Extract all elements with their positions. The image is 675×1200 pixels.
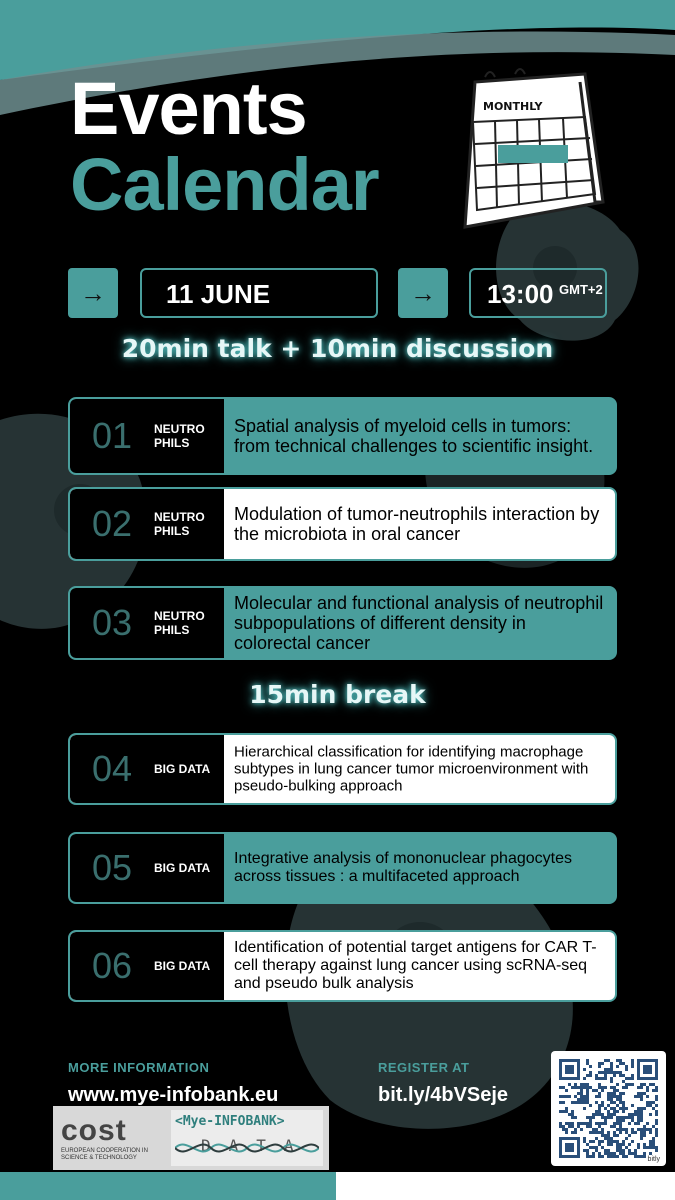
date-arrow — [68, 268, 118, 318]
time-box — [469, 268, 607, 318]
talk-title: Modulation of tumor-neutrophils interaction by the microbiota in oral cancer — [234, 504, 600, 544]
talk-card — [68, 930, 617, 1002]
talk-category: BIG DATA — [154, 762, 211, 776]
bottom-accent-bar — [0, 1172, 336, 1200]
talk-title: Molecular and functional analysis of neutrophil subpopulations of different density in colorectal cancer — [234, 593, 604, 653]
talk-number: 05 — [92, 847, 133, 888]
time-arrow — [398, 268, 448, 318]
talk-title: Hierarchical classification for identifying macrophage subtypes in lung cancer tumor microenvironment with pseudo-bulking approach — [234, 743, 589, 795]
register-label: REGISTER AT — [378, 1060, 470, 1075]
talk-title: Identification of potential target antigens for CAR T-cell therapy against lung cancer using scRNA-seq and pseudo bulk analysis — [234, 939, 597, 992]
talk-number: 03 — [92, 602, 133, 643]
more-info-label: MORE INFORMATION — [68, 1060, 210, 1075]
talk-card — [68, 733, 617, 805]
event-date: 11 JUNE — [166, 279, 271, 309]
talk-category: NEUTRO PHILS — [154, 609, 205, 637]
talk-card-left — [70, 489, 224, 559]
talk-category: BIG DATA — [154, 861, 211, 875]
break-note: 15min break — [249, 680, 426, 709]
mye-infobank-logo — [171, 1110, 323, 1166]
cost-logo-text: cost — [61, 1114, 127, 1147]
talk-category: NEUTRO PHILS — [154, 422, 205, 450]
talk-title: Spatial analysis of myeloid cells in tumors: from technical challenges to scientific insight. — [234, 416, 594, 456]
bottom-white-bar — [336, 1172, 675, 1200]
talk-card-left — [70, 399, 224, 473]
talk-number: 01 — [92, 415, 133, 456]
talk-title: Integrative analysis of mononuclear phagocytes across tissues : a multifaceted approach — [234, 850, 572, 885]
talk-category: NEUTRO PHILS — [154, 510, 205, 538]
cost-logo — [61, 1112, 161, 1164]
arrow-right-icon: → — [80, 277, 106, 308]
calendar-illustration — [445, 62, 610, 247]
format-note: 20min talk + 10min discussion — [121, 334, 554, 363]
title-line-calendar: Calendar — [70, 143, 379, 226]
talk-card-left — [70, 834, 224, 902]
talk-card-left — [70, 932, 224, 1000]
qr-code[interactable] — [551, 1051, 666, 1166]
dna-strand-icon — [175, 1136, 319, 1160]
talk-card-left — [70, 588, 224, 658]
event-time: 13:00 — [487, 279, 554, 309]
qr-brand: bitly — [647, 1156, 660, 1163]
talk-number: 04 — [92, 748, 133, 789]
arrow-right-icon: → — [410, 277, 436, 308]
talk-card — [68, 586, 617, 660]
cost-logo-subtitle: EUROPEAN COOPERATION IN SCIENCE & TECHNOLOGY — [61, 1148, 148, 1161]
mye-logo-text: <Mye-INFOBANK> — [175, 1114, 285, 1129]
talk-number: 06 — [92, 945, 133, 986]
talk-category: BIG DATA — [154, 959, 211, 973]
talk-card — [68, 487, 617, 561]
talk-card-left — [70, 735, 224, 803]
talk-number: 02 — [92, 503, 133, 544]
calendar-label: MONTHLY — [483, 100, 543, 113]
qr-code-icon — [559, 1059, 658, 1158]
talk-card — [68, 397, 617, 475]
date-box — [140, 268, 378, 318]
register-link[interactable]: bit.ly/4bVSeje — [378, 1084, 509, 1106]
partner-logos — [53, 1106, 329, 1170]
talk-card — [68, 832, 617, 904]
event-timezone: GMT+2 — [559, 282, 603, 297]
website-link[interactable]: www.mye-infobank.eu — [68, 1084, 279, 1106]
mye-logo-sub: DATA — [201, 1136, 312, 1155]
title-line-events: Events — [70, 67, 307, 150]
